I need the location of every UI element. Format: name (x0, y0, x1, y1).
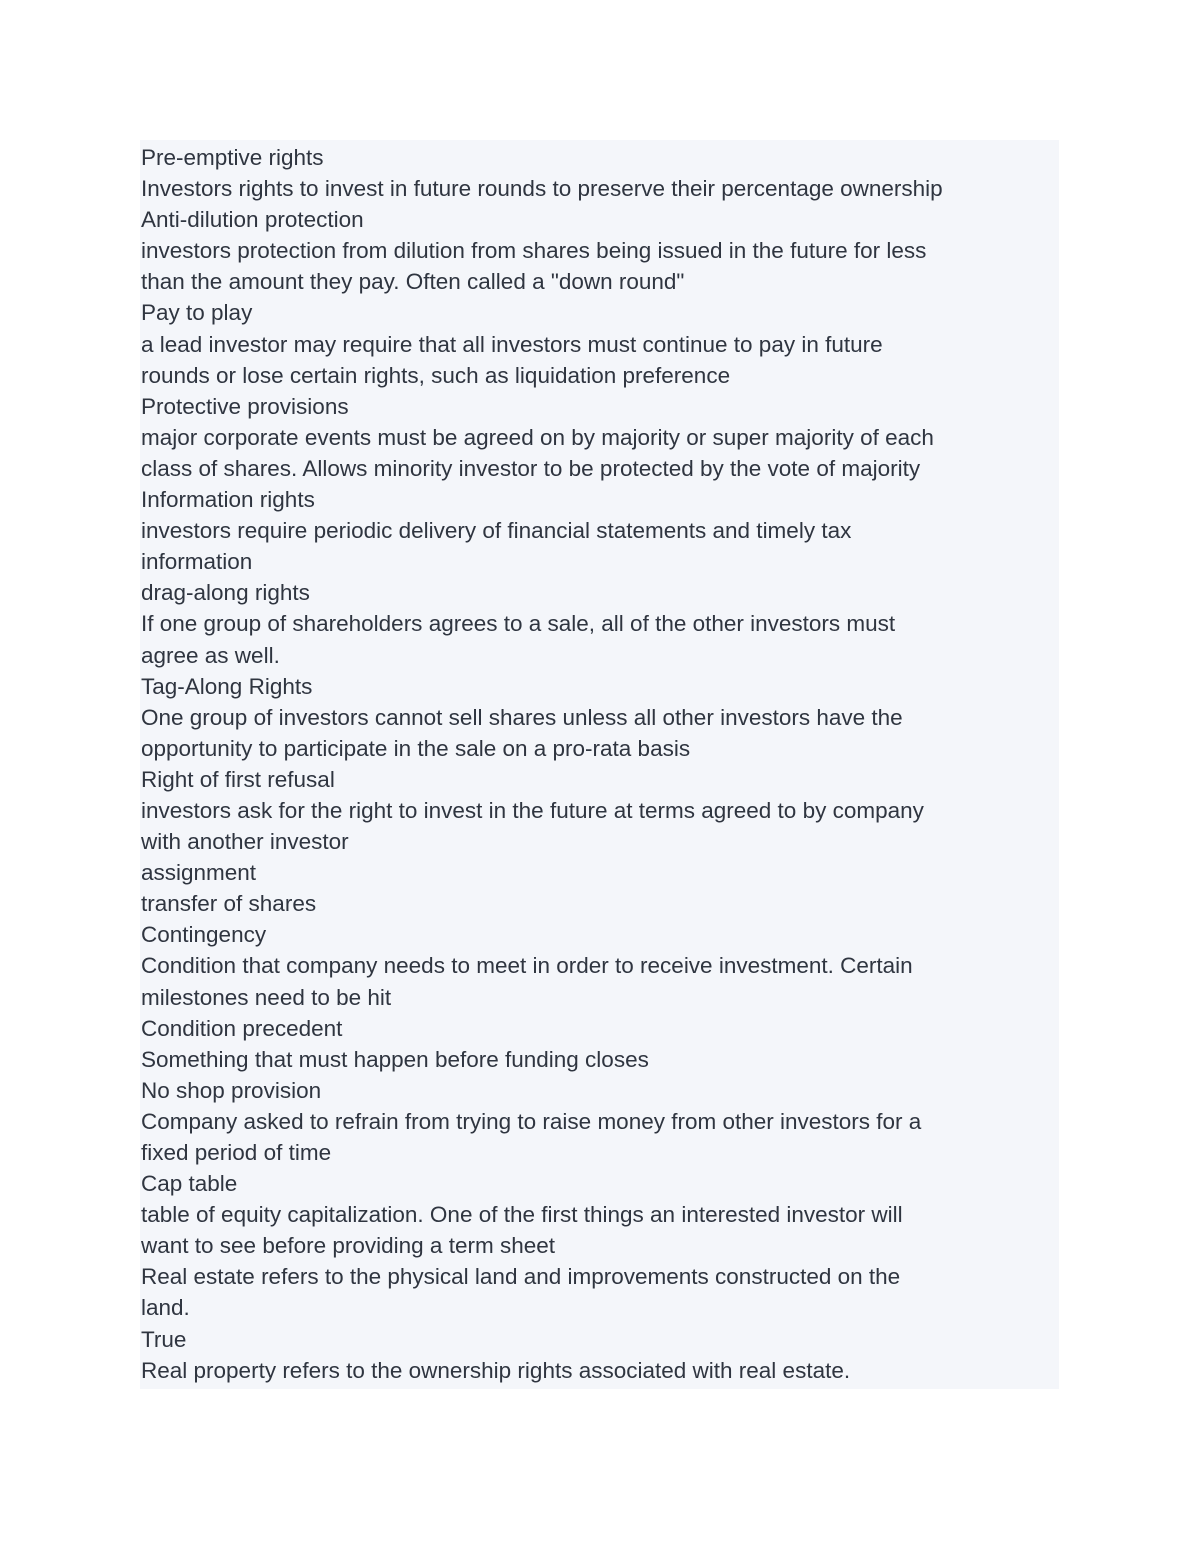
text-line: class of shares. Allows minority investor to be protected by the vote of majority (141, 455, 921, 481)
text-line: Tag-Along Rights (141, 673, 313, 699)
text-line: One group of investors cannot sell shares unless all other investors have the (141, 704, 903, 730)
text-line: fixed period of time (141, 1140, 332, 1165)
text-line: Real property refers to the ownership rights associated with real estate. (141, 1357, 851, 1383)
text-line: milestones need to be hit (141, 984, 392, 1010)
text-line: Right of first refusal (141, 766, 335, 792)
text-line: Protective provisions (141, 393, 349, 419)
text-line: with another investor (141, 829, 349, 855)
text-line: want to see before providing a term sheet (141, 1233, 555, 1259)
text-line: table of equity capitalization. One of the first things an interested investor will (141, 1202, 903, 1228)
text-line: Investors rights to invest in future rounds to preserve their percentage ownership (141, 176, 943, 202)
text-line: No shop provision (141, 1077, 322, 1103)
text-line: agree as well. (141, 642, 280, 668)
text-line: land. (141, 1295, 190, 1321)
text-line: assignment (141, 860, 257, 886)
text-line: Pay to play (141, 300, 253, 326)
text-line: major corporate events must be agreed on by majority or super majority of each (141, 424, 934, 450)
text-line: Contingency (141, 922, 267, 948)
text-line: transfer of shares (141, 891, 317, 917)
text-line: Anti-dilution protection (141, 207, 364, 233)
text-line: drag-along rights (141, 580, 310, 606)
text-line: a lead investor may require that all investors must continue to pay in future (141, 331, 883, 357)
document-text-block (140, 140, 1059, 1389)
text-line: Company asked to refrain from trying to raise money from other investors for a (141, 1108, 922, 1134)
text-line: investors require periodic delivery of financial statements and timely tax (141, 518, 852, 544)
text-line: than the amount they pay. Often called a "down round" (141, 269, 685, 295)
text-line: Condition precedent (141, 1015, 343, 1041)
text-line: If one group of shareholders agrees to a sale, all of the other investors must (141, 611, 896, 637)
text-line: opportunity to participate in the sale on a pro-rata basis (141, 735, 691, 761)
text-line: Condition that company needs to meet in order to receive investment. Certain (141, 953, 913, 979)
text-line: investors ask for the right to invest in the future at terms agreed to by company (141, 797, 924, 823)
text-line: Cap table (141, 1171, 238, 1197)
text-line: Pre-emptive rights (141, 145, 324, 170)
text-line: investors protection from dilution from shares being issued in the future for less (141, 238, 927, 264)
text-line: rounds or lose certain rights, such as liquidation preference (141, 362, 731, 388)
text-line: Real estate refers to the physical land and improvements constructed on the (141, 1264, 901, 1290)
text-line: information (141, 549, 253, 575)
text-line: Something that must happen before funding closes (141, 1046, 649, 1072)
text-line: Information rights (141, 487, 315, 513)
text-line: True (141, 1326, 187, 1352)
